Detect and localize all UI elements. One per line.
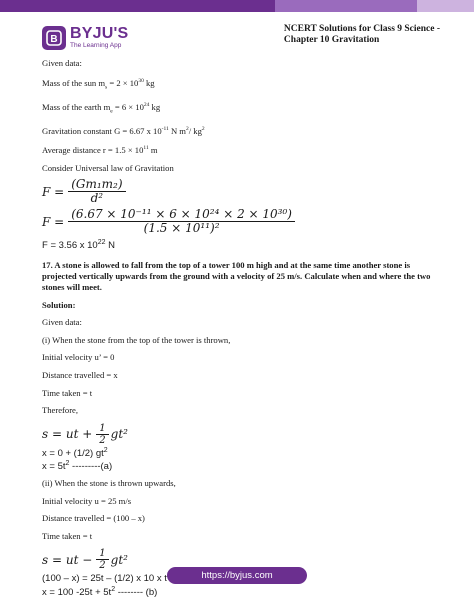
- byjus-b-logo-icon: [42, 26, 66, 50]
- question-17: 17. A stone is allowed to fall from the top of a tower 100 m high and at the same time another stone is projected vertically upwards from the ground with a velocity of 25 m/s. Calculate when and where the two stones will meet.: [42, 259, 431, 292]
- case-1-time: Time taken = t: [42, 387, 93, 398]
- top-bar-segment: [0, 0, 275, 12]
- equation-b: x = 100 $-25t + 5t^2$ -------- (b): [42, 585, 158, 598]
- given-earth-mass: Mass of the earth $m_e = 6 \times 10^{24}$ kg: [42, 101, 161, 115]
- page-content: [42, 58, 434, 598]
- top-color-bar: [0, 0, 474, 12]
- brand-name: BYJU'S: [70, 25, 129, 43]
- footer-website-link[interactable]: https://byjus.com: [167, 567, 307, 584]
- equation-substitution: F = $\frac{\text{(6.67 × 10⁻¹¹ × 6 × 10²⁴ × 2 × 10³⁰)}}{\text{(1.5 × 10¹¹)²}}$: [42, 208, 434, 235]
- case-2-initial-velocity: Initial velocity u = 25 m/s: [42, 495, 132, 506]
- equation-formula: F = $\frac{\text{(Gm₁m₂)}}{\text{d²}}$: [42, 178, 434, 205]
- equation-a-step: x = 0 + (1/2) $gt^2$: [42, 446, 108, 459]
- therefore-label: Therefore,: [42, 405, 79, 416]
- given-title: Given data:: [42, 58, 82, 68]
- equation-b-step: (100 – x) = 25t – (1/2) x 10 x t: [42, 573, 167, 585]
- solution-given-title: Given data:: [42, 317, 82, 328]
- header-subtitle: Chapter 10 Gravitation: [283, 35, 380, 45]
- top-bar-segment: [275, 0, 417, 12]
- case-1-distance: Distance travelled = x: [42, 369, 118, 380]
- case-2-time: Time taken = t: [42, 530, 93, 541]
- given-gravitation-constant: Gravitation constant G = 6.67 x $10^{-11}$ N $m^2/$ $kg^2$: [42, 125, 205, 136]
- svg-text:B: B: [50, 34, 58, 45]
- case-1-initial-velocity: Initial velocity u’ = 0: [42, 352, 115, 363]
- given-sun-mass: Mass of the sun $m_s = 2 \times 10^{30}$ kg: [42, 77, 155, 91]
- equation-a: $x = 5t^2$ ---------(a): [42, 459, 113, 473]
- brand-logo[interactable]: [42, 26, 128, 50]
- given-distance: Average distance $r = 1.5 \times 10^{11}$ m: [42, 145, 158, 156]
- law-statement: Consider Universal law of Gravitation: [42, 162, 174, 173]
- case-2-heading: (ii) When the stone is thrown upwards,: [42, 478, 176, 489]
- brand-tagline: The Learning App: [70, 42, 122, 50]
- equation-result: F = 3.56 x $10^{22}$ N: [42, 239, 116, 252]
- case-2-distance: Distance travelled = (100 – x): [42, 513, 145, 524]
- equation-motion-down: s = ut + $\frac{1}{2}$ gt²: [42, 422, 128, 446]
- case-1-heading: (i) When the stone from the top of the tower is thrown,: [42, 334, 231, 345]
- top-bar-segment: [417, 0, 474, 12]
- solution-label: Solution:: [42, 299, 76, 310]
- equation-motion-up: s = ut − $\frac{1}{2}$ gt²: [42, 548, 128, 572]
- page-header: [284, 24, 440, 46]
- header-title: NCERT Solutions for Class 9 Science -: [283, 24, 440, 34]
